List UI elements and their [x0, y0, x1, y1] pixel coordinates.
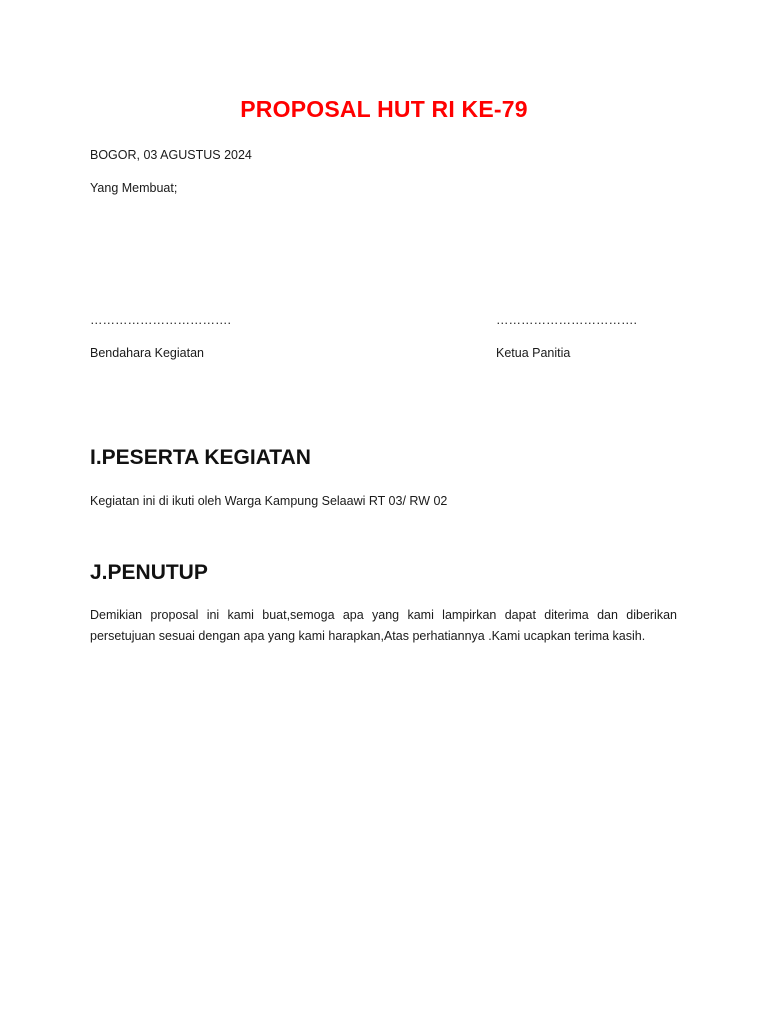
signature-role-chairman: Ketua Panitia [496, 346, 571, 360]
section-heading-penutup: J.PENUTUP [90, 561, 208, 584]
signature-line-left: ……………………………. [90, 313, 231, 327]
section-text-peserta: Kegiatan ini di ikuti oleh Warga Kampung Selaawi RT 03/ RW 02 [90, 494, 448, 508]
signature-line-right: ……………………………. [496, 313, 637, 327]
date-line: BOGOR, 03 AGUSTUS 2024 [90, 148, 252, 162]
document-title: PROPOSAL HUT RI KE-79 [240, 96, 528, 122]
section-text-penutup: Demikian proposal ini kami buat,semoga apa yang kami lampirkan dapat diterima dan diberikan persetujuan sesuai dengan apa yang kami harapkan,Atas perhatiannya .Kami ucapkan terima kasih. [90, 608, 677, 643]
maker-label: Yang Membuat; [90, 181, 178, 195]
section-heading-peserta: I.PESERTA KEGIATAN [90, 446, 311, 469]
signature-role-treasurer: Bendahara Kegiatan [90, 346, 204, 360]
